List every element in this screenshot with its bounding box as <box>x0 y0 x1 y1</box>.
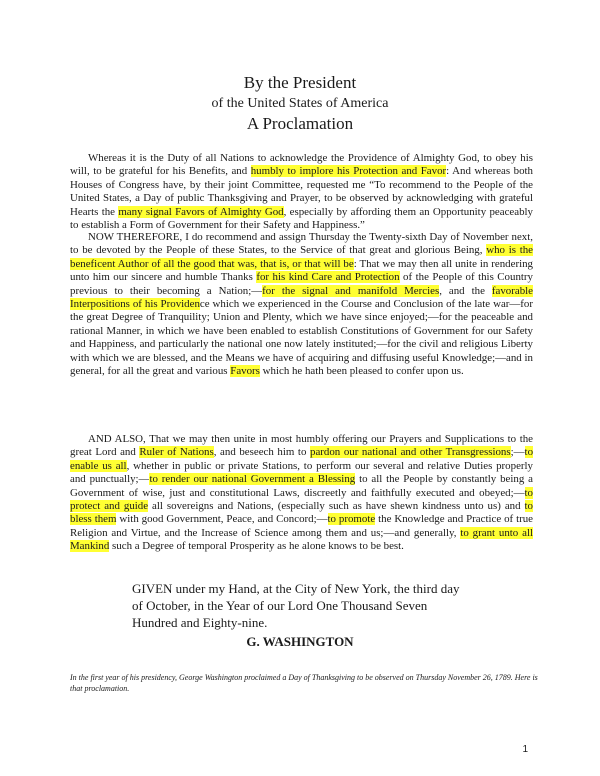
highlighted-text: for his kind Care and Protection <box>256 271 400 284</box>
paragraph-text: Whereas it is the Duty of all Nations to acknowledge the Providence of Almighty God, to obey his will, to be grateful for his Benefits, and <box>70 152 533 178</box>
title-of-the-united-states: of the United States of America <box>211 96 389 111</box>
paragraph-whereas <box>70 152 533 232</box>
paragraph-text: ce which we experienced in the Course and Conclusion of the late war—for the great Degree of Tranquility; Union and Plenty, which we have since enjoyed;—for the peaceable and rational Manner, in which we have been enabled to establish Constitutions of Government for our Safety and Happiness, and particularly the national one now lately instituted;—for the civil and religious Liberty with which we are blessed, and the Means we have of acquiring and diffusing useful Knowledge;—and in general, for all the great and various <box>70 298 533 378</box>
highlighted-text: for the signal and manifold Mercies <box>262 284 440 297</box>
highlighted-text: to grant unto all Mankind <box>70 526 533 553</box>
highlighted-text: who is the beneficent Author of all the good that was, that is, or that will be <box>70 244 533 270</box>
highlighted-text: to enable us all <box>70 446 534 472</box>
highlighted-text: to promote <box>327 513 376 526</box>
paragraph-now-therefore <box>70 231 533 378</box>
paragraph-text: , and beseech him to <box>213 446 310 459</box>
given-line: GIVEN under my Hand, at the City of New York, the third day <box>132 581 460 596</box>
paragraph-text: ;— <box>510 446 525 459</box>
paragraph-text: to all the People by constantly being a Government of wise, just and constitutional Laws, discreetly and faithfully executed and obeyed;— <box>70 473 533 499</box>
paragraph-text: : And whereas both Houses of Congress have, by their joint Committee, requested me “To recommend to the People of the United States, a Day of public Thanksgiving and Prayer, to be observed by acknowledging with grateful Hearts the <box>70 165 533 218</box>
highlighted-text: to protect and guide <box>70 486 533 513</box>
given-under-my-hand <box>132 580 472 631</box>
highlighted-text: pardon our national and other Transgressions <box>310 446 511 459</box>
title-by-the-president: By the President <box>243 73 357 92</box>
paragraph-text: , especially by affording them an Opportunity peaceably to establish a Form of Government for their Safety and Happiness.” <box>70 205 533 232</box>
paragraph-text: , and the <box>439 284 492 297</box>
highlighted-text: favorable Interpositions of his Providen <box>70 284 534 311</box>
paragraph-text: NOW THEREFORE, I do recommend and assign Thursday the Twenty-sixth Day of November next, to be devoted by the People of these States, to the Service of that great and glorious Being, <box>70 231 533 257</box>
highlighted-text: humbly to implore his Protection and Favor <box>250 165 447 178</box>
paragraph-text: all sovereigns and Nations, (especially such as have shewn kindness unto us) and <box>148 500 525 513</box>
footnote: In the first year of his presidency, George Washington proclaimed a Day of Thanksgiving to be observed on Thursday November 26, 1789. Here is that proclamation. <box>70 673 538 693</box>
paragraph-text: the Knowledge and Practice of true Religion and Virtue, and the Increase of Science among them and us;—and generally, <box>70 513 534 539</box>
paragraph-and-also <box>70 433 533 554</box>
given-line: Hundred and Eighty-nine. <box>132 615 268 630</box>
highlighted-text: many signal Favors of Almighty God <box>118 205 284 218</box>
title-a-proclamation: A Proclamation <box>246 114 354 133</box>
paragraph-text: of the People of this Country previous to their becoming a Nation;— <box>70 271 533 297</box>
highlighted-text: Ruler of Nations <box>139 446 214 459</box>
paragraph-text: with good Government, Peace, and Concord;— <box>116 513 328 526</box>
signature-washington: G. WASHINGTON <box>246 634 354 649</box>
paragraph-text: such a Degree of temporal Prosperity as he alone knows to be best. <box>109 540 404 553</box>
given-line: of October, in the Year of our Lord One Thousand Seven <box>132 598 428 613</box>
highlighted-text: to render our national Government a Blessing <box>149 473 356 486</box>
paragraph-text: , whether in public or private Stations, to perform our several and relative Duties properly and punctually;— <box>70 459 533 486</box>
highlighted-text: to bless them <box>70 500 533 526</box>
paragraph-text: : That we may then all unite in rendering unto him our sincere and humble Thanks <box>70 257 533 284</box>
paragraph-text: AND ALSO, That we may then unite in most humbly offering our Prayers and Supplications to the great Lord and <box>70 433 533 459</box>
highlighted-text: Favors <box>230 365 260 378</box>
page-number: 1 <box>522 744 528 755</box>
paragraph-text: which he hath been pleased to confer upon us. <box>259 365 464 378</box>
